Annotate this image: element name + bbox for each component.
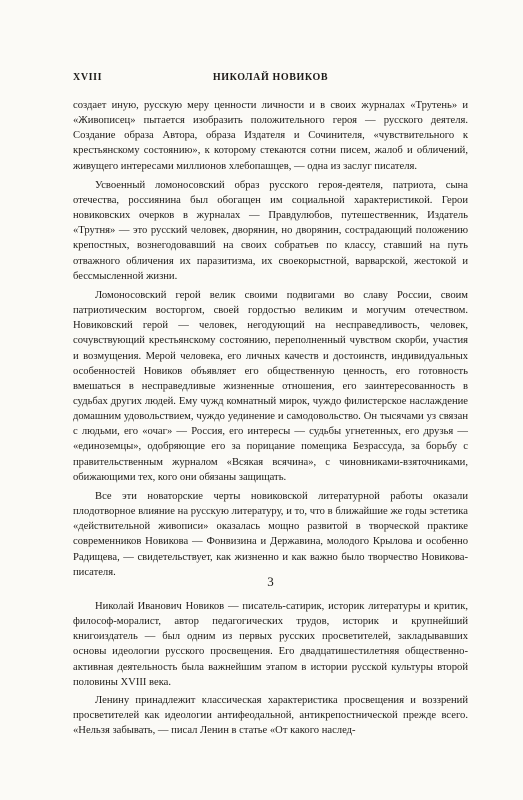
paragraph: Николай Иванович Новиков — писатель-сатирик, историк литературы и критик, философ-моралист, автор педагогических трудов, историк и крупнейший книгоиздатель — был одним из первых русских просветителей, закладывавших основы идеологии русского просвещения. Его двадцатишестилетняя общественно-активная деятельность была важнейшим этапом в истории русской культуры второй половины XVIII века.: [73, 601, 468, 688]
paragraph: Усвоенный ломоносовский образ русского героя-деятеля, патриота, сына отечества, россиянина был обогащен им социальной характеристикой. Герои новиковских очерков в журналах — Правдулюбов, путешественник, Издатель «Трутня» — это русский человек, дворянин, но дворянин, сострадающий положению крепостных, вознегодовавший на своих собратьев по классу, ставший на путь отважного обличения их паразитизма, их своекорыстной, варварской, жестокой и бессмысленной жизни.: [73, 179, 468, 282]
paragraph-continuation: создает иную, русскую меру ценности личности и в своих журналах «Трутень» и «Живописец» пытается изобразить положительного героя — русского деятеля. Создание образа Автора, образа Издателя и Сочинителя, «чувствительного к крестьянскому состоянию», к которому стекаются сотни писем, жалоб и обличений, живущего интересами миллионов хлебопашцев, — одна из заслуг писателя.: [73, 100, 468, 172]
paragraph: Все эти новаторские черты новиковской литературной работы оказали плодотворное влияние на русскую литературу, и то, что в ближайшие же годы эстетика «действительной живописи» оказалась мощно развитой в творческой практике современников Новикова — Фонвизина и Державина, молодого Крылова и особенно Радищева, — свидетельствует, как жизненно и как важно было творчество Новикова-писателя.: [73, 490, 468, 578]
running-title: НИКОЛАЙ НОВИКОВ: [212, 72, 329, 83]
page-header: [73, 72, 468, 86]
paragraph: Ломоносовский герой велик своими подвигами во славу России, своим патриотическим восторгом, своей гордостью великим и могучим отечеством. Новиковский герой — человек, негодующий на несправедливость, человек, сочувствующий крестьянскому состоянию, переполненный чувством скорби, участия и возмущения. Мерой человека, его личных качеств и достоинств, индивидуальных особенностей Новиков объявляет его общественную ценность, его готовность вмешаться в несправедливые жизненные отношения, его заинтересованность в судьбах других людей. Ему чужд комнатный мирок, чуждо филистерское наслаждение домашним удовольствием, чуждо уединение и самодовольство. Он тысячами уз связан с людьми, его «очаг» — Россия, его интересы — судьбы угнетенных, его друзья — «единоземцы», одобряющие его за порицание помещика Безрассуда, за борьбу с правительственным журналом «Всякая всячина», с чиновниками-взяточниками, обижающими тех, кого они обязаны защищать.: [73, 289, 468, 483]
section-2-text: [73, 98, 468, 580]
paragraph: Ленину принадлежит классическая характеристика просвещения и воззрений просветителей как идеологии антифеодальной, антикрепостнической прежде всего. «Нельзя забывать, — писал Ленин в статье «От какого наслед-: [73, 694, 468, 737]
section-number: 3: [267, 574, 274, 589]
page-number: XVIII: [73, 72, 103, 83]
section-3-text: [73, 599, 468, 738]
